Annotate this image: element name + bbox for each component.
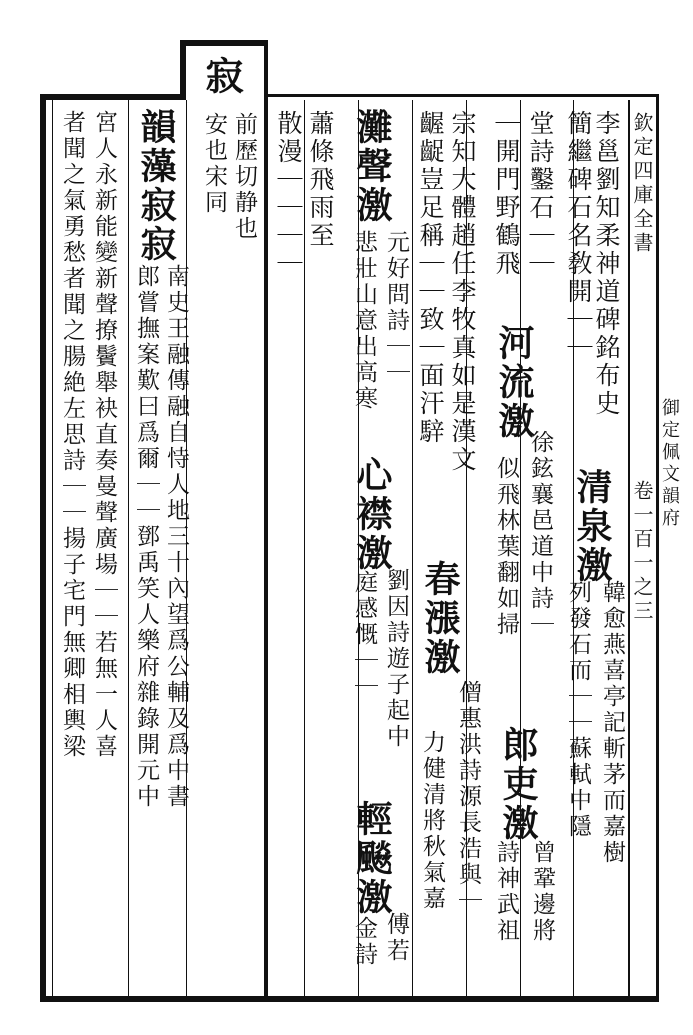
column-text: 劉因詩遊子起中 <box>383 568 409 750</box>
column-text: 悲壯山意出高寒 <box>351 230 377 412</box>
entry-heading: 灘聲激 <box>351 108 393 225</box>
text-column <box>528 430 551 638</box>
column-text: 簡繼碑石名敎開｜｜ <box>564 110 593 362</box>
column-rule <box>412 100 413 996</box>
frame-top <box>40 94 186 100</box>
text-column <box>497 726 539 843</box>
column-text: 宗知大體趙任李牧真如是漢文 <box>448 110 477 474</box>
column-text: ｜開門野鶴飛 <box>492 110 521 278</box>
column-text: 南史王融傳融自恃人地三十內望爲公輔及爲中書 <box>163 264 189 810</box>
column-text: 僧惠洪詩源長浩與｜ <box>455 680 481 914</box>
frame-tab-right <box>264 40 268 1000</box>
margin-section: 御定佩文韻府 <box>659 398 680 530</box>
entry-heading: 河流激 <box>493 324 535 441</box>
text-column <box>494 456 517 638</box>
text-column <box>566 110 591 362</box>
text-column <box>164 264 187 810</box>
text-column <box>494 110 519 278</box>
frame-top-right <box>268 94 658 97</box>
margin-book-title: 欽定四庫全書 <box>630 112 654 256</box>
text-column <box>456 680 479 914</box>
text-column <box>530 840 553 944</box>
column-rule <box>304 100 305 996</box>
frame-right <box>656 94 659 1002</box>
column-text: 史 <box>592 390 621 418</box>
text-column <box>493 324 535 441</box>
column-text: 似飛林葉翻如掃 <box>493 456 519 638</box>
text-column <box>384 568 407 750</box>
frame-tab-left <box>180 40 186 100</box>
entry-heading: 心襟激 <box>351 456 393 573</box>
text-column <box>351 800 393 917</box>
column-text: 曾鞏邊將 <box>529 840 555 944</box>
text-column <box>384 912 407 964</box>
frame-left <box>40 94 46 1002</box>
frame-inner-left <box>52 100 53 996</box>
column-text: 蕭條飛雨至 <box>306 110 335 250</box>
column-text: 齷齪豈足稱｜｜致｜面汗騂 <box>416 110 445 446</box>
frame-bottom <box>40 996 658 1002</box>
entry-heading: 清泉激 <box>571 468 613 585</box>
text-column <box>594 110 619 418</box>
column-rule <box>128 100 129 996</box>
heading-character: 寂 <box>199 56 244 94</box>
text-column <box>419 560 461 677</box>
column-text: 力健清將秋氣嘉 <box>419 730 445 912</box>
column-text: 金詩 <box>351 916 377 968</box>
entry-heading: 韻藻 <box>135 108 177 186</box>
text-column <box>134 264 157 810</box>
entry-heading: 春漲激 <box>419 560 461 677</box>
text-column <box>352 916 375 968</box>
column-text: 李邕劉知柔神道碑銘布 <box>592 110 621 390</box>
text-column <box>450 110 475 474</box>
column-text: 者聞之氣勇愁者聞之腸絶左思詩｜｜揚子宅門無卿相輿梁 <box>59 110 85 760</box>
column-text: 庭感慨｜｜ <box>351 570 377 700</box>
text-column <box>308 110 333 250</box>
text-column <box>420 730 443 912</box>
text-column <box>600 580 623 866</box>
column-text: 宮人永新能變新聲撩鬢舉袂直奏曼聲廣場｜｜若無一人喜 <box>91 110 117 760</box>
text-column <box>418 110 443 446</box>
column-text: 傅若 <box>383 912 409 964</box>
column-text: 徐鉉襄邑道中詩｜ <box>527 430 553 638</box>
column-text: 列發石而｜｜蘇軾中隱 <box>565 580 591 840</box>
text-column <box>352 570 375 700</box>
text-column <box>351 108 393 225</box>
heading-note: 前歷切静也 <box>231 112 257 242</box>
text-column <box>528 110 553 278</box>
column-text: 散漫｜｜｜｜ <box>274 110 303 278</box>
entry-heading: 輕飈激 <box>351 800 393 917</box>
text-column <box>566 580 589 840</box>
text-column <box>135 108 177 264</box>
column-text: 郎嘗撫案歎曰爲爾｜｜鄧禹笑人樂府雜錄開元中 <box>133 264 159 810</box>
text-column <box>276 110 301 278</box>
text-column <box>92 110 115 760</box>
entry-heading: 寂寂 <box>135 186 177 264</box>
text-column <box>494 840 517 944</box>
entry-heading: 郎吏激 <box>497 726 539 843</box>
column-text: 韓愈燕喜亭記斬茅而嘉樹 <box>599 580 625 866</box>
text-column <box>384 230 407 386</box>
text-column <box>571 468 613 585</box>
column-text: 堂詩鑿石｜｜ <box>526 110 555 278</box>
column-text: 詩神武祖 <box>493 840 519 944</box>
column-text: 元好問詩｜｜ <box>383 230 409 386</box>
heading-note: 安也宋同 <box>201 112 227 216</box>
margin-volume: 卷一百一之三 <box>630 480 654 624</box>
frame-top-tab <box>180 40 266 46</box>
text-column <box>352 230 375 412</box>
text-column <box>351 456 393 573</box>
text-column <box>60 110 83 760</box>
